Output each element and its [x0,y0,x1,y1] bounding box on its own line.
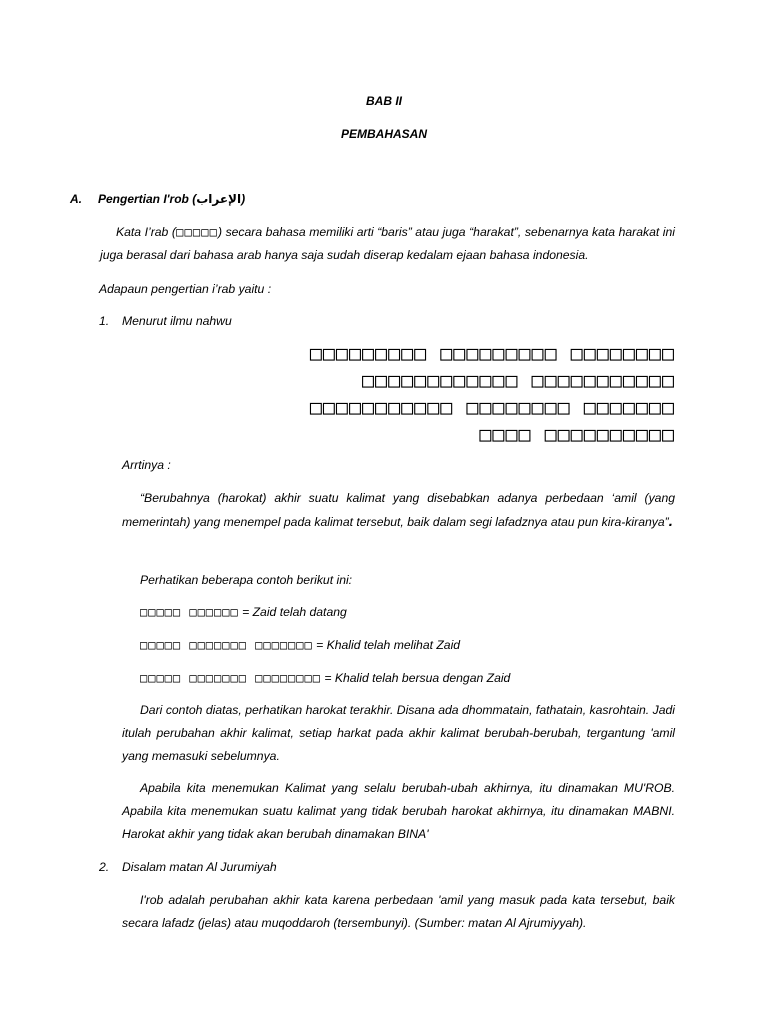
arabic-line: □□□□ □□□□□□□□□□ [479,422,675,446]
paragraph-jurumiyah: I'rob adalah perubahan akhir kata karena perbedaan 'amil yang masuk pada kata tersebut, baik secara lafadz (jelas) atau muqoddaroh (tersembunyi). (Sumber: matan Al Ajrumiyyah). [122,893,675,930]
chapter-heading: BAB II [366,94,402,108]
arabic-line: □□□□□□□□□□□ □□□□□□□□ □□□□□□□ [309,395,675,419]
example-arabic: □□□□□ □□□□□□ [140,605,239,619]
quote-dot: . [668,513,673,530]
example-row [140,667,510,690]
section-title-end: ) [241,192,246,206]
section-title [98,192,245,206]
paragraph-definition-start: Kata I’rab ( [116,225,176,239]
examples-intro: Perhatikan beberapa contoh berikut ini: [140,573,353,587]
example-meaning: = Khalid telah bersua dengan Zaid [324,671,511,685]
example-arabic: □□□□□ □□□□□□□ □□□□□□□□ [140,671,321,685]
arabic-line: □□□□□□□□□□□□ □□□□□□□□□□□ [362,368,675,392]
paragraph-harokat: Dari contoh diatas, perhatikan harokat terakhir. Disana ada dhommatain, fathatain, kasrohtain. Jadi itulah perubahan akhir kalimat, setiap harkat pada akhir kalimat berubah-berubah, tergantung 'amil yang memasuki sebelumnya. [122,703,675,763]
quote-text: “Berubahnya (harokat) akhir suatu kalimat yang disebabkan adanya perbedaan ‘amil (yang memerintah) yang menempel pada kalimat tersebut, baik dalam segi lafadznya atau pun kira-kiranya” [122,491,675,529]
paragraph-pengertian: Adapaun pengertian i’rab yaitu : [99,282,272,296]
section-title-text: Pengertian I'rob ( [98,192,197,206]
list-label-2: Disalam matan Al Jurumiyah [122,860,277,874]
arabic-placeholder: □□□□□ [175,225,218,239]
list-number-1: 1. [99,314,110,328]
list-number-2: 2. [99,860,110,874]
artinya-label: Arrtinya : [122,458,171,472]
example-row [140,634,460,657]
paragraph-definition-end: ) secara bahasa memiliki arti “baris” atau juga “harakat”, sebenarnya kata harakat ini juga berasal dari bahasa arab hanya saja sudah diserap kedalam ejaan bahasa indonesia. [100,225,676,262]
paragraph-murob-mabni: Apabila kita menemukan Kalimat yang selalu berubah-ubah akhirnya, itu dinamakan MU'ROB. Apabila kita menemukan suatu kalimat yang tidak berubah harokat akhirnya, itu dinamakan MABNI. Harokat akhir yang tidak akan berubah dinamakan BINA' [122,781,675,841]
quote-meaning [122,486,675,534]
example-row [140,601,347,624]
example-meaning: = Khalid telah melihat Zaid [316,638,461,652]
section-letter: A. [70,192,82,206]
paragraph-definition [100,221,675,267]
arabic-definition-block [170,340,675,448]
arabic-line: □□□□□□□□□ □□□□□□□□□ □□□□□□□□ [309,341,675,365]
example-arabic: □□□□□ □□□□□□□ □□□□□□□ [140,638,313,652]
chapter-title: PEMBAHASAN [340,127,427,141]
section-title-arabic: الإعراب [196,192,242,206]
example-meaning: = Zaid telah datang [242,605,347,619]
list-label-1: Menurut ilmu nahwu [122,314,232,328]
